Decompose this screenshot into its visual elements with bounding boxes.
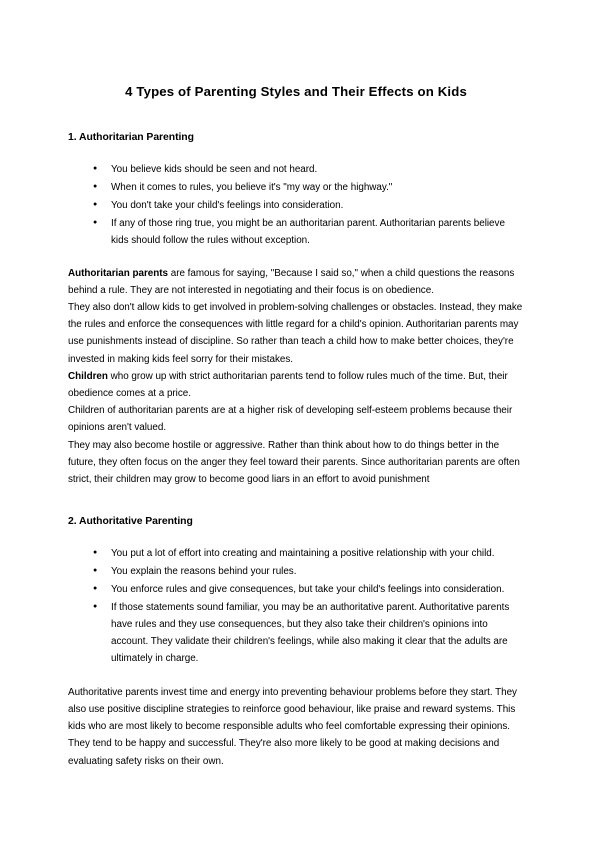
page-title: 4 Types of Parenting Styles and Their Effects on Kids — [125, 84, 467, 99]
paragraph-text: They also don't allow kids to get involved in problem-solving challenges or obstacles. Instead, they make the rules and enforce the consequences with little regard for a child's opinion. Authoritarian parents may use punishments instead of discipline. So rather than teach a child how to make better choices, they're invested in making kids feel sorry for their mistakes. — [68, 302, 523, 365]
paragraph — [68, 402, 524, 436]
list-item: ● You enforce rules and give consequences, but take your child's feelings into consideration. — [111, 581, 524, 598]
paragraph-text: are famous for saying, "Because I said so," when a child questions the reasons behind a rule. They are not interested in negotiating and their focus is on obedience. — [68, 267, 515, 296]
section-heading-authoritarian: 1. Authoritarian Parenting — [68, 132, 194, 144]
paragraph-text: who grow up with strict authoritarian parents tend to follow rules much of the time. But, their obedience comes at a price. — [68, 370, 508, 400]
paragraph — [68, 437, 524, 489]
paragraph-text: Children of authoritarian parents are at a higher risk of developing self-esteem problems because their opinions aren't valued. — [68, 405, 513, 434]
paragraph-text: Authoritative parents invest time and energy into preventing behaviour problems before they start. They also use positive discipline strategies to reinforce good behaviour, like praise and reward systems. This kids who are most likely to become responsible adults who feel comfortable expressing their opinions. They tend to be happy and successful. They're also more likely to be good at making decisions and evaluating safety risks on their own. — [68, 686, 517, 767]
list-item: ● You put a lot of effort into creating and maintaining a positive relationship with your child. — [111, 545, 524, 562]
list-item: ● You explain the reasons behind your rules. — [111, 563, 524, 580]
document-body — [68, 84, 524, 770]
paragraph — [68, 684, 524, 770]
bullet-list-authoritative — [68, 545, 524, 667]
list-item: ● You believe kids should be seen and not heard. — [111, 161, 524, 178]
paragraph-group-authoritarian — [68, 265, 524, 489]
bullet-list-authoritarian — [68, 161, 524, 249]
list-item: ● If any of those ring true, you might be an authoritarian parent. Authoritarian parents believe kids should follow the rules without exception. — [111, 215, 524, 249]
list-item: ● You don't take your child's feelings into consideration. — [111, 197, 524, 214]
paragraph-lead-bold: Children — [68, 370, 108, 382]
list-item: ● When it comes to rules, you believe it's "my way or the highway." — [111, 179, 524, 196]
list-item: ● If those statements sound familiar, you may be an authoritative parent. Authoritative parents have rules and they use consequences, but they also take their children's opinions into account. They validate their children's feelings, while also making it clear that the adults are ultimately in charge. — [111, 599, 524, 667]
section-heading-authoritative: 2. Authoritative Parenting — [68, 516, 193, 528]
paragraph-lead-bold: Authoritarian parents — [68, 267, 168, 279]
paragraph-group-authoritative — [68, 684, 524, 770]
paragraph — [68, 265, 524, 299]
paragraph — [68, 299, 524, 368]
paragraph-text: They may also become hostile or aggressive. Rather than think about how to do things better in the future, they often focus on the anger they feel toward their parents. Since authoritarian parents are often strict, their children may grow to become good liars in an effort to avoid punishment — [68, 439, 520, 486]
paragraph — [68, 368, 524, 402]
